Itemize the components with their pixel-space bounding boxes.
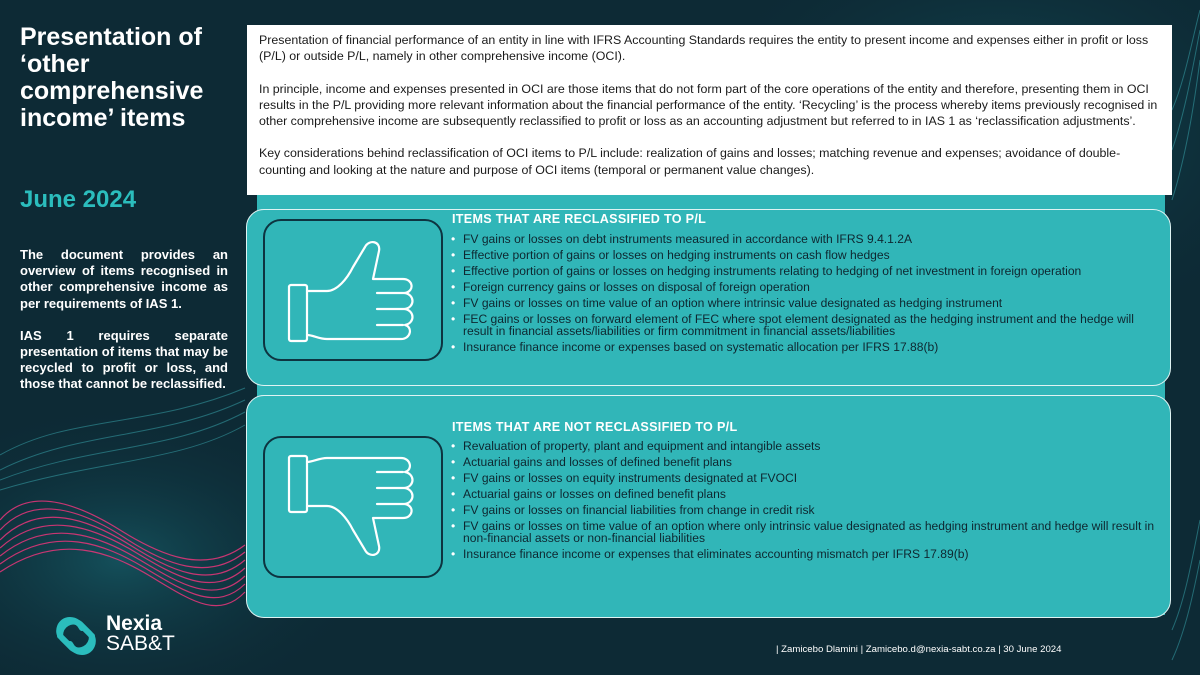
list-item: • FEC gains or losses on forward element of FEC where spot element designated as the hedging instrument and the hedge will result in financial assets/liabilities or firm commitment in financial assets/liabilities bbox=[451, 313, 1165, 338]
description-paragraph: IAS 1 requires separate presentation of items that may be recycled to profit or loss, and those that cannot be reclassified. bbox=[20, 327, 228, 392]
reclassified-title: ITEMS THAT ARE RECLASSIFIED TO P/L bbox=[452, 212, 707, 226]
footer-contact: | Zamicebo Dlamini | Zamicebo.d@nexia-sabt.co.za | 30 June 2024 bbox=[776, 644, 1062, 655]
list-item: • Insurance finance income or expenses based on systematic allocation per IFRS 17.88(b) bbox=[451, 341, 1165, 353]
list-item: • Actuarial gains and losses of defined benefit plans bbox=[451, 456, 1165, 468]
report-date: June 2024 bbox=[20, 186, 137, 213]
list-item: • FV gains or losses on equity instruments designated at FVOCI bbox=[451, 472, 1165, 484]
description-paragraph: The document provides an overview of items recognised in other comprehensive income as per requirements of IAS 1. bbox=[20, 247, 228, 311]
list-item: • FV gains or losses on time value of an option where only intrinsic value designated as hedging instrument and hedge will result in non-financial assets or non-financial liabilities bbox=[451, 520, 1165, 545]
sidebar bbox=[20, 24, 230, 132]
not-reclassified-list bbox=[451, 440, 1165, 564]
thumbs-down-box bbox=[263, 436, 443, 578]
logo-subname: SAB&T bbox=[106, 632, 175, 655]
logo-name: Nexia bbox=[106, 612, 163, 635]
reclassified-card bbox=[246, 209, 1171, 386]
nexia-logo bbox=[52, 612, 222, 660]
reclassified-list bbox=[451, 233, 1165, 357]
list-item: • Effective portion of gains or losses on hedging instruments on cash flow hedges bbox=[451, 249, 1165, 261]
list-item: • Revaluation of property, plant and equipment and intangible assets bbox=[451, 440, 1165, 452]
intro-paragraph: Presentation of financial performance of an entity in line with IFRS Accounting Standards requires the entity to present income and expenses either in profit or loss (P/L) or outside P/L, namely in other comprehensive income (OCI). bbox=[259, 33, 1149, 64]
list-item: • FV gains or losses on debt instruments measured in accordance with IFRS 9.4.1.2A bbox=[451, 233, 1165, 245]
list-item: • Insurance finance income or expenses that eliminates accounting mismatch per IFRS 17.89(b) bbox=[451, 548, 1165, 560]
intro-paragraph: In principle, income and expenses presented in OCI are those items that do not form part of the core operations of the entity and therefore, presenting them in OCI results in the P/L providing more relevant information about the financial performance of the entity. ‘Recycling’ is the process whereby items previously recognised in other comprehensive income are subsequently reclassified to profit or loss as an accounting adjustment but referred to in IAS 1 as ‘reclassification adjustments’. bbox=[259, 81, 1158, 129]
thumbs-down-icon bbox=[265, 438, 441, 576]
nexia-logo-icon bbox=[52, 612, 100, 660]
list-item: • Effective portion of gains or losses on hedging instruments relating to hedging of net investment in foreign operation bbox=[451, 265, 1165, 277]
list-item: • FV gains or losses on financial liabilities from change in credit risk bbox=[451, 504, 1165, 516]
not-reclassified-card bbox=[246, 395, 1171, 618]
list-item: • Actuarial gains or losses on defined benefit plans bbox=[451, 488, 1165, 500]
intro-paragraph: Key considerations behind reclassification of OCI items to P/L include: realization of gains and losses; matching revenue and expenses; avoidance of double-counting and looking at the nature and purpose of OCI items (temporal or permanent value changes). bbox=[259, 146, 1121, 177]
thumbs-up-icon bbox=[265, 221, 441, 359]
page-title: Presentation of ‘other comprehensive income’ items bbox=[20, 23, 204, 132]
list-item: • Foreign currency gains or losses on disposal of foreign operation bbox=[451, 281, 1165, 293]
intro-box bbox=[247, 25, 1172, 195]
list-item: • FV gains or losses on time value of an option where intrinsic value designated as hedging instrument bbox=[451, 297, 1165, 309]
logo-text bbox=[106, 614, 175, 654]
thumbs-up-box bbox=[263, 219, 443, 361]
not-reclassified-title: ITEMS THAT ARE NOT RECLASSIFIED TO P/L bbox=[452, 420, 738, 434]
sidebar-description bbox=[20, 247, 228, 393]
